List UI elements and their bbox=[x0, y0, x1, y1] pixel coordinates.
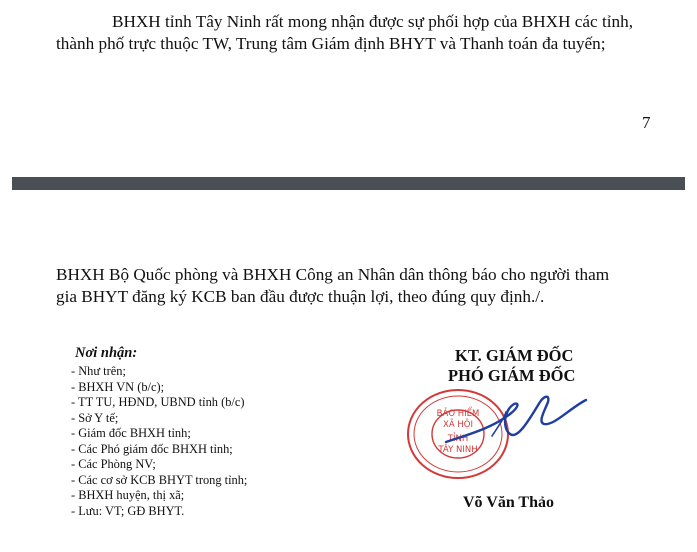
notice-paragraph-line-1: BHXH Bộ Quốc phòng và BHXH Công an Nhân dân thông báo cho người tham bbox=[56, 265, 610, 284]
seal-text-line: TỈNH bbox=[447, 434, 469, 444]
notice-paragraph-line-2: gia BHYT đăng ký KCB ban đầu được thuận lợi, theo đúng quy định./. bbox=[56, 287, 545, 306]
recipient-item: - Như trên; bbox=[71, 364, 126, 378]
signer-name: Võ Văn Thảo bbox=[463, 494, 554, 511]
seal-text-line: XÃ HỘI bbox=[443, 420, 473, 430]
recipient-item: - Các cơ sở KCB BHYT trong tỉnh; bbox=[71, 472, 248, 487]
document-page-top bbox=[0, 0, 697, 175]
page-divider bbox=[12, 177, 685, 190]
seal-text-line: BẢO HIỂM bbox=[436, 409, 480, 419]
page-number: 7 bbox=[642, 113, 651, 132]
recipient-item: - Lưu: VT; GĐ BHYT. bbox=[71, 503, 185, 518]
recipient-item: - Giám đốc BHXH tỉnh; bbox=[71, 426, 191, 441]
closing-paragraph-line-2: thành phố trực thuộc TW, Trung tâm Giám định BHYT và Thanh toán đa tuyến; bbox=[56, 34, 606, 53]
seal-text-line: TÂY NINH bbox=[438, 445, 478, 455]
recipient-item: - Các Phó giám đốc BHXH tỉnh; bbox=[71, 441, 233, 456]
recipient-item: - Sở Y tế; bbox=[71, 410, 119, 425]
signatory-position: PHÓ GIÁM ĐỐC bbox=[448, 366, 576, 385]
recipient-item: - BHXH VN (b/c); bbox=[71, 379, 165, 394]
recipient-item: - BHXH huyện, thị xã; bbox=[71, 488, 185, 503]
recipient-item: - Các Phòng NV; bbox=[71, 457, 156, 472]
recipients-list bbox=[71, 364, 247, 519]
recipients-title: Nơi nhận: bbox=[75, 345, 138, 361]
handwritten-signature bbox=[440, 384, 600, 474]
signatory-title: KT. GIÁM ĐỐC bbox=[455, 346, 574, 365]
recipient-item: - TT TU, HĐND, UBND tỉnh (b/c) bbox=[71, 395, 245, 410]
closing-paragraph-line-1: BHXH tỉnh Tây Ninh rất mong nhận được sự phối hợp của BHXH các tỉnh, bbox=[112, 12, 634, 31]
